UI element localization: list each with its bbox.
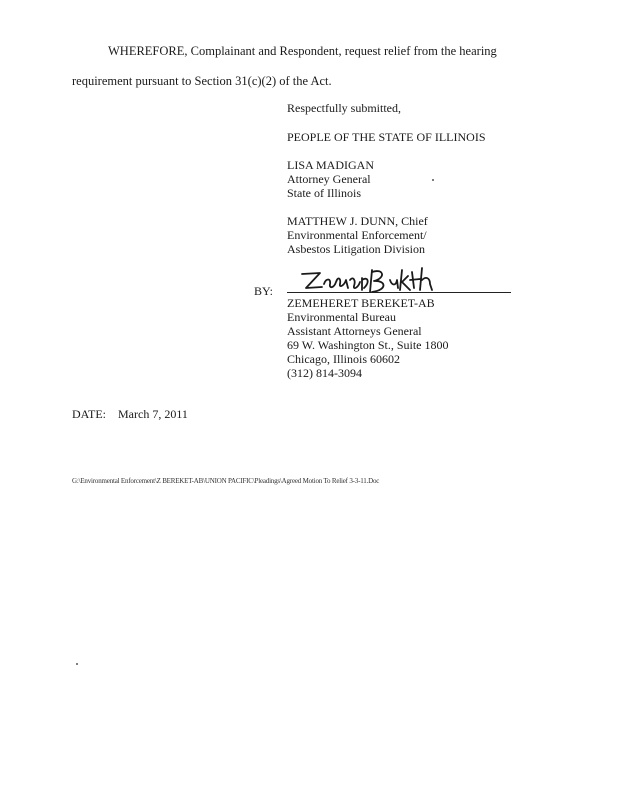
date-value: March 7, 2011 <box>118 407 188 421</box>
ag-name: LISA MADIGAN <box>287 158 374 172</box>
scan-speck <box>432 179 434 181</box>
body-paragraph-line-2: requirement pursuant to Section 31(c)(2) of the Act. <box>72 74 332 88</box>
by-label: BY: <box>254 284 273 298</box>
chief-dept-line-1: Environmental Enforcement/ <box>287 228 427 242</box>
ag-state: State of Illinois <box>287 186 361 200</box>
chief-name: MATTHEW J. DUNN, Chief <box>287 214 428 228</box>
body-paragraph-line-1: WHEREFORE, Complainant and Respondent, request relief from the hearing <box>108 44 497 58</box>
footer-file-path: G:\Environmental Enforcement\Z BEREKET-AB\UNION PACIFIC\Pleadings\Agreed Motion To Relief 3-3-11.Doc <box>72 477 380 485</box>
signer-title: Assistant Attorneys General <box>287 324 422 338</box>
closing: Respectfully submitted, <box>287 101 401 115</box>
signer-address: 69 W. Washington St., Suite 1800 <box>287 338 449 352</box>
signature-line <box>287 292 511 293</box>
chief-dept-line-2: Asbestos Litigation Division <box>287 242 425 256</box>
signer-name: ZEMEHERET BEREKET-AB <box>287 296 435 310</box>
ag-title: Attorney General <box>287 172 371 186</box>
signer-bureau: Environmental Bureau <box>287 310 396 324</box>
date-label: DATE: <box>72 407 106 421</box>
signer-city: Chicago, Illinois 60602 <box>287 352 400 366</box>
signer-phone: (312) 814-3094 <box>287 366 362 380</box>
party-name: PEOPLE OF THE STATE OF ILLINOIS <box>287 130 486 144</box>
scan-speck <box>76 663 78 665</box>
